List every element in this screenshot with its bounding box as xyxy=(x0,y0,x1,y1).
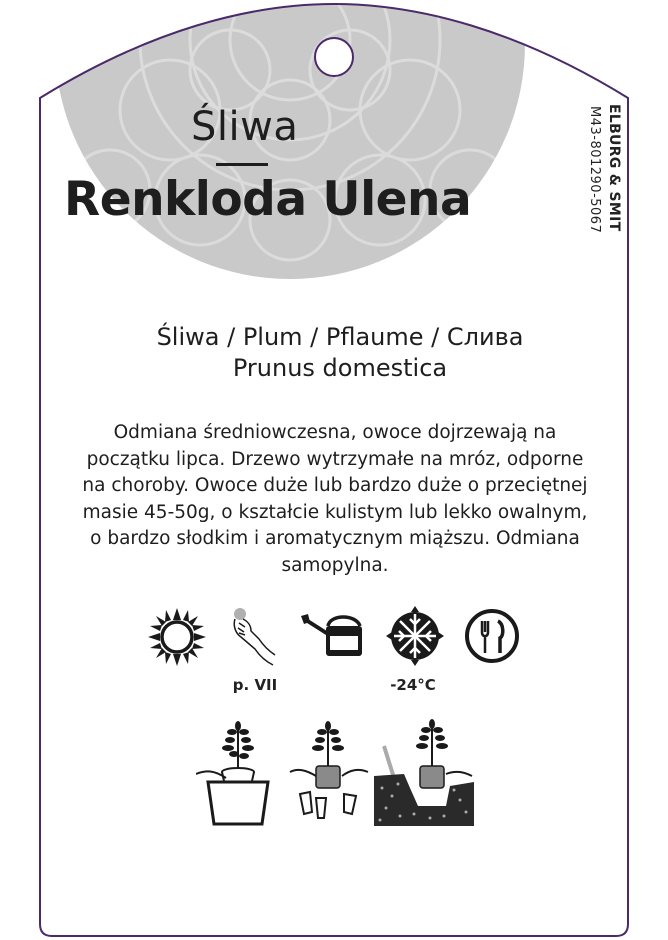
harvest-hand-icon xyxy=(229,605,279,667)
brand-logo: ELBURG & SMIT xyxy=(606,104,622,232)
watering-can-icon xyxy=(300,612,366,658)
product-code: M43-801290-5067 xyxy=(587,106,602,234)
common-names: Śliwa / Plum / Pflaume / Слива xyxy=(156,323,524,351)
frost-label: -24°C xyxy=(390,676,436,694)
description-line: masie 45-50g, o kształcie kulistym lub lekko owalnym, xyxy=(82,501,588,523)
description-line: samopylna. xyxy=(281,554,389,576)
description-line: Odmiana średniowczesna, owoce dojrzewają na xyxy=(113,422,557,443)
cultivar-title: Renkloda Ulena xyxy=(64,172,472,227)
planting-step-pot-icon xyxy=(196,718,278,826)
hang-hole xyxy=(315,38,353,76)
description-line: o bardzo słodkim i aromatycznym miąższu. Odmiana xyxy=(90,528,580,549)
snowflake-icon xyxy=(386,606,444,666)
latin-name: Prunus domestica xyxy=(232,354,448,382)
title-divider xyxy=(216,163,268,166)
description-line: na choroby. Owoce duże lub bardzo duże o przeciętnej xyxy=(82,475,588,496)
cutlery-icon xyxy=(464,608,520,664)
harvest-label: p. VII xyxy=(232,676,278,694)
planting-step-unpot-icon xyxy=(286,718,372,826)
description-line: początku lipca. Drzewo wytrzymałe na mróz, odporne xyxy=(86,448,584,470)
description xyxy=(75,420,595,579)
genus-title: Śliwa xyxy=(191,104,299,150)
planting-step-ground-icon xyxy=(374,716,474,826)
sun-icon xyxy=(148,608,206,666)
plant-names xyxy=(60,322,620,384)
